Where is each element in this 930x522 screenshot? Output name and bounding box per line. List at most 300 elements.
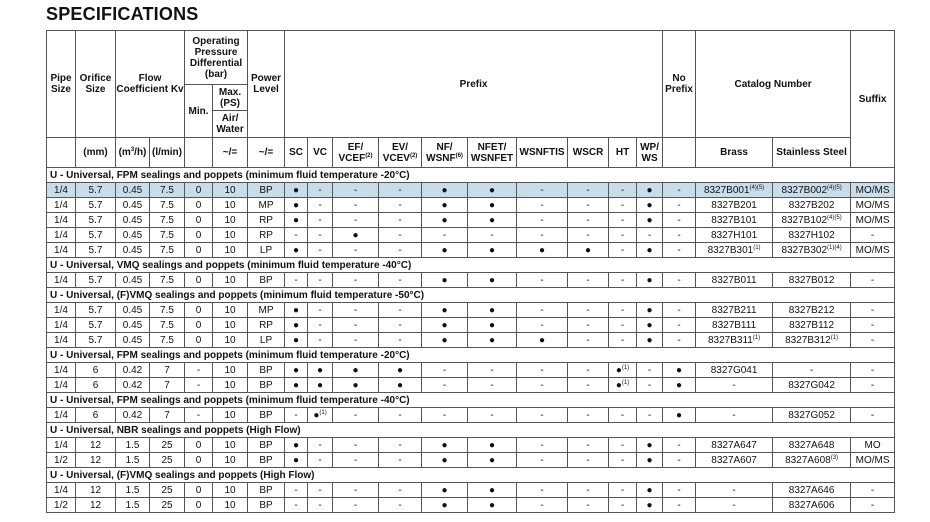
brass-catalog-cell: $8327B001^{(4)(5)}$: [696, 183, 773, 198]
prefix-mark-cell: -: [333, 198, 379, 213]
prefix-mark-cell: -: [517, 498, 568, 513]
no-prefix-cell: -: [663, 303, 696, 318]
prefix-mark-cell: -: [468, 228, 517, 243]
prefix-mark-cell: ●: [468, 453, 517, 468]
suffix-cell: MO/MS: [851, 213, 895, 228]
min-cell: 0: [185, 198, 213, 213]
prefix-mark-cell: -: [609, 318, 637, 333]
max-cell: 10: [213, 303, 248, 318]
prefix-mark-cell: -: [517, 408, 568, 423]
max-cell: 10: [213, 333, 248, 348]
pipe-size-cell: 1/2: [47, 498, 76, 513]
stainless-catalog-cell: 8327B202: [773, 198, 851, 213]
prefix-mark-cell: -: [308, 333, 333, 348]
kv-lmin-cell: 7: [150, 378, 185, 393]
col-brass: Brass: [696, 138, 773, 168]
prefix-mark-cell: -: [379, 498, 422, 513]
prefix-mark-cell: ●: [468, 273, 517, 288]
suffix-cell: MO/MS: [851, 243, 895, 258]
prefix-mark-cell: ●: [468, 183, 517, 198]
prefix-mark-cell: -: [637, 363, 663, 378]
prefix-mark-cell: -: [422, 408, 468, 423]
section-title: U - Universal, (F)VMQ sealings and poppets (minimum fluid temperature -50°C): [47, 288, 895, 303]
pipe-size-cell: 1/4: [47, 243, 76, 258]
unit-m3h: $(m^3/h)$: [116, 138, 150, 168]
prefix-mark-cell: ●: [333, 228, 379, 243]
orifice-cell: 12: [76, 453, 116, 468]
prefix-mark-cell: -: [333, 483, 379, 498]
min-cell: 0: [185, 213, 213, 228]
no-prefix-cell: ●: [663, 363, 696, 378]
no-prefix-cell: -: [663, 198, 696, 213]
kv-lmin-cell: 7.5: [150, 228, 185, 243]
min-cell: 0: [185, 498, 213, 513]
brass-catalog-cell: 8327B211: [696, 303, 773, 318]
prefix-mark-cell: ●: [637, 333, 663, 348]
brass-catalog-cell: 8327B111: [696, 318, 773, 333]
prefix-mark-cell: ●: [422, 243, 468, 258]
kv-m3h-cell: 0.45: [116, 228, 150, 243]
pipe-size-cell: 1/4: [47, 198, 76, 213]
prefix-mark-cell: -: [308, 483, 333, 498]
suffix-cell: -: [851, 333, 895, 348]
prefix-mark-cell: -: [379, 333, 422, 348]
kv-m3h-cell: 0.42: [116, 378, 150, 393]
kv-lmin-cell: 7.5: [150, 273, 185, 288]
prefix-head: EF/ VCEF$^{(2)}$: [333, 138, 379, 168]
power-level-cell: RP: [248, 213, 285, 228]
prefix-mark-cell: ●: [468, 483, 517, 498]
prefix-head: WP/ WS: [637, 138, 663, 168]
prefix-mark-cell: ●: [637, 273, 663, 288]
orifice-cell: 6: [76, 363, 116, 378]
col-min: Min.: [185, 85, 213, 138]
prefix-mark-cell: -: [568, 333, 609, 348]
prefix-mark-cell: -: [468, 378, 517, 393]
col-power-level: Power Level: [248, 31, 285, 138]
kv-lmin-cell: 7: [150, 408, 185, 423]
brass-catalog-cell: -: [696, 498, 773, 513]
prefix-mark-cell: ●: [422, 483, 468, 498]
prefix-head: VC: [308, 138, 333, 168]
no-prefix-cell: ●: [663, 408, 696, 423]
col-stainless-steel: Stainless Steel: [773, 138, 851, 168]
min-cell: 0: [185, 483, 213, 498]
prefix-mark-cell: ●: [422, 498, 468, 513]
prefix-head: HT: [609, 138, 637, 168]
min-cell: -: [185, 408, 213, 423]
prefix-mark-cell: -: [637, 228, 663, 243]
prefix-mark-cell: -: [333, 498, 379, 513]
unit-ac-power: ~/=: [248, 138, 285, 168]
prefix-mark-cell: ●: [422, 273, 468, 288]
no-prefix-cell: -: [663, 183, 696, 198]
prefix-mark-cell: -: [568, 438, 609, 453]
prefix-mark-cell: ●: [637, 318, 663, 333]
kv-lmin-cell: 7.5: [150, 198, 185, 213]
power-level-cell: BP: [248, 183, 285, 198]
prefix-mark-cell: -: [468, 363, 517, 378]
prefix-mark-cell: ●: [637, 198, 663, 213]
section-title: U - Universal, VMQ sealings and poppets (minimum fluid temperature -40°C): [47, 258, 895, 273]
prefix-mark-cell: ●: [285, 243, 308, 258]
no-prefix-cell: -: [663, 318, 696, 333]
prefix-mark-cell: -: [609, 243, 637, 258]
prefix-head: SC: [285, 138, 308, 168]
brass-catalog-cell: 8327B011: [696, 273, 773, 288]
prefix-mark-cell: -: [333, 213, 379, 228]
prefix-mark-cell: ●: [422, 438, 468, 453]
kv-m3h-cell: 1.5: [116, 483, 150, 498]
pipe-size-cell: 1/4: [47, 303, 76, 318]
suffix-cell: MO/MS: [851, 183, 895, 198]
prefix-mark-cell: -: [308, 198, 333, 213]
prefix-mark-cell: -: [609, 453, 637, 468]
col-air-water: Air/ Water: [213, 111, 248, 138]
prefix-mark-cell: ●: [285, 378, 308, 393]
prefix-mark-cell: -: [568, 453, 609, 468]
prefix-head: NF/ WSNF$^{(6)}$: [422, 138, 468, 168]
prefix-mark-cell: ●: [379, 363, 422, 378]
prefix-mark-cell: -: [379, 318, 422, 333]
table-row: [47, 183, 895, 198]
orifice-cell: 12: [76, 483, 116, 498]
stainless-catalog-cell: 8327A648: [773, 438, 851, 453]
prefix-mark-cell: ●: [422, 198, 468, 213]
prefix-mark-cell: -: [379, 408, 422, 423]
prefix-mark-cell: -: [609, 183, 637, 198]
power-level-cell: BP: [248, 438, 285, 453]
prefix-mark-cell: -: [308, 453, 333, 468]
power-level-cell: BP: [248, 273, 285, 288]
suffix-cell: -: [851, 483, 895, 498]
min-cell: 0: [185, 243, 213, 258]
brass-catalog-cell: 8327G041: [696, 363, 773, 378]
prefix-mark-cell: ●: [285, 198, 308, 213]
prefix-mark-cell: ●$^{(1)}$: [308, 408, 333, 423]
prefix-mark-cell: -: [609, 273, 637, 288]
suffix-cell: MO/MS: [851, 453, 895, 468]
power-level-cell: BP: [248, 408, 285, 423]
prefix-mark-cell: -: [379, 198, 422, 213]
prefix-mark-cell: -: [422, 363, 468, 378]
min-cell: 0: [185, 303, 213, 318]
prefix-mark-cell: -: [333, 243, 379, 258]
power-level-cell: BP: [248, 363, 285, 378]
prefix-mark-cell: ●: [285, 453, 308, 468]
stainless-catalog-cell: 8327A606: [773, 498, 851, 513]
no-prefix-cell: -: [663, 453, 696, 468]
prefix-mark-cell: -: [308, 438, 333, 453]
prefix-mark-cell: -: [568, 213, 609, 228]
prefix-mark-cell: -: [379, 183, 422, 198]
orifice-cell: 6: [76, 378, 116, 393]
prefix-mark-cell: -: [379, 483, 422, 498]
prefix-mark-cell: -: [422, 378, 468, 393]
prefix-mark-cell: -: [637, 378, 663, 393]
table-row: [47, 243, 895, 258]
brass-catalog-cell: -: [696, 378, 773, 393]
pipe-size-cell: 1/4: [47, 483, 76, 498]
prefix-mark-cell: -: [568, 228, 609, 243]
prefix-mark-cell: -: [517, 453, 568, 468]
no-prefix-cell: -: [663, 438, 696, 453]
power-level-cell: BP: [248, 483, 285, 498]
power-level-cell: MP: [248, 303, 285, 318]
prefix-mark-cell: -: [609, 303, 637, 318]
table-row: [47, 483, 895, 498]
prefix-mark-cell: ●: [285, 438, 308, 453]
section-header: [47, 423, 895, 438]
prefix-mark-cell: -: [333, 303, 379, 318]
specifications-table: [46, 30, 895, 513]
max-cell: 10: [213, 408, 248, 423]
prefix-mark-cell: ●: [422, 453, 468, 468]
col-no-prefix: No Prefix: [663, 31, 696, 138]
col-catalog-number: Catalog Number: [696, 31, 851, 138]
prefix-mark-cell: ●: [517, 333, 568, 348]
prefix-mark-cell: -: [609, 483, 637, 498]
kv-m3h-cell: 0.45: [116, 243, 150, 258]
unit-mm: (mm): [76, 138, 116, 168]
kv-lmin-cell: 7.5: [150, 243, 185, 258]
prefix-mark-cell: -: [333, 183, 379, 198]
orifice-cell: 5.7: [76, 303, 116, 318]
prefix-mark-cell: -: [568, 183, 609, 198]
no-prefix-cell: -: [663, 498, 696, 513]
max-cell: 10: [213, 273, 248, 288]
pipe-size-cell: 1/4: [47, 273, 76, 288]
prefix-mark-cell: ●: [637, 213, 663, 228]
prefix-mark-cell: -: [333, 273, 379, 288]
kv-m3h-cell: 1.5: [116, 453, 150, 468]
table-body: [47, 168, 895, 513]
kv-lmin-cell: 25: [150, 483, 185, 498]
prefix-mark-cell: ●: [468, 333, 517, 348]
prefix-mark-cell: ●: [468, 318, 517, 333]
prefix-head: WSCR: [568, 138, 609, 168]
prefix-mark-cell: ●: [308, 378, 333, 393]
orifice-cell: 5.7: [76, 198, 116, 213]
prefix-mark-cell: -: [517, 198, 568, 213]
kv-m3h-cell: 0.45: [116, 303, 150, 318]
prefix-mark-cell: -: [308, 498, 333, 513]
prefix-mark-cell: -: [568, 378, 609, 393]
prefix-mark-cell: ●: [468, 213, 517, 228]
min-cell: 0: [185, 438, 213, 453]
prefix-mark-cell: -: [568, 498, 609, 513]
prefix-mark-cell: ●: [285, 303, 308, 318]
table-row: [47, 378, 895, 393]
kv-m3h-cell: 0.42: [116, 363, 150, 378]
prefix-mark-cell: ●: [637, 243, 663, 258]
table-row: [47, 453, 895, 468]
prefix-mark-cell: -: [517, 483, 568, 498]
unit-min: [185, 138, 213, 168]
no-prefix-cell: -: [663, 273, 696, 288]
prefix-mark-cell: -: [517, 183, 568, 198]
stainless-catalog-cell: $8327B002^{(4)(5)}$: [773, 183, 851, 198]
max-cell: 10: [213, 498, 248, 513]
prefix-mark-cell: ●: [637, 303, 663, 318]
prefix-mark-cell: ●$^{(1)}$: [609, 363, 637, 378]
section-header: [47, 393, 895, 408]
table-row: [47, 318, 895, 333]
prefix-mark-cell: ●: [285, 318, 308, 333]
prefix-mark-cell: ●: [285, 183, 308, 198]
suffix-cell: -: [851, 303, 895, 318]
brass-catalog-cell: 8327H101: [696, 228, 773, 243]
stainless-catalog-cell: 8327G042: [773, 378, 851, 393]
pipe-size-cell: 1/4: [47, 438, 76, 453]
prefix-mark-cell: ●: [468, 303, 517, 318]
section-header: [47, 288, 895, 303]
max-cell: 10: [213, 438, 248, 453]
prefix-mark-cell: ●$^{(1)}$: [609, 378, 637, 393]
max-cell: 10: [213, 363, 248, 378]
section-header: [47, 168, 895, 183]
stainless-catalog-cell: 8327A608$^{(3)}$: [773, 453, 851, 468]
prefix-mark-cell: ●: [422, 333, 468, 348]
prefix-mark-cell: -: [379, 213, 422, 228]
prefix-mark-cell: -: [308, 273, 333, 288]
prefix-mark-cell: ●: [285, 333, 308, 348]
stainless-catalog-cell: 8327H102: [773, 228, 851, 243]
prefix-mark-cell: -: [379, 228, 422, 243]
prefix-mark-cell: ●: [468, 243, 517, 258]
max-cell: 10: [213, 228, 248, 243]
prefix-mark-cell: -: [333, 318, 379, 333]
prefix-mark-cell: ●: [379, 378, 422, 393]
orifice-cell: 5.7: [76, 318, 116, 333]
section-title: U - Universal, FPM sealings and poppets (minimum fluid temperature -40°C): [47, 393, 895, 408]
no-prefix-cell: -: [663, 333, 696, 348]
stainless-catalog-cell: 8327G052: [773, 408, 851, 423]
prefix-mark-cell: -: [285, 273, 308, 288]
prefix-mark-cell: ●: [333, 363, 379, 378]
suffix-cell: -: [851, 363, 895, 378]
no-prefix-cell: ●: [663, 378, 696, 393]
prefix-mark-cell: -: [308, 213, 333, 228]
prefix-mark-cell: -: [568, 318, 609, 333]
stainless-catalog-cell: 8327B012: [773, 273, 851, 288]
no-prefix-cell: -: [663, 213, 696, 228]
prefix-mark-cell: -: [422, 228, 468, 243]
kv-m3h-cell: 0.45: [116, 273, 150, 288]
brass-catalog-cell: 8327B311$^{(1)}$: [696, 333, 773, 348]
pipe-size-cell: 1/4: [47, 363, 76, 378]
unit-pipe: [47, 138, 76, 168]
section-header: [47, 468, 895, 483]
table-row: [47, 438, 895, 453]
prefix-mark-cell: -: [517, 303, 568, 318]
prefix-mark-cell: -: [609, 228, 637, 243]
max-cell: 10: [213, 453, 248, 468]
prefix-mark-cell: -: [568, 198, 609, 213]
prefix-mark-cell: -: [379, 273, 422, 288]
prefix-mark-cell: -: [308, 303, 333, 318]
power-level-cell: BP: [248, 378, 285, 393]
prefix-mark-cell: ●: [422, 318, 468, 333]
table-row: [47, 363, 895, 378]
suffix-cell: -: [851, 273, 895, 288]
prefix-mark-cell: ●: [637, 438, 663, 453]
prefix-mark-cell: -: [285, 408, 308, 423]
suffix-cell: -: [851, 228, 895, 243]
prefix-mark-cell: -: [637, 408, 663, 423]
kv-m3h-cell: 0.45: [116, 333, 150, 348]
pipe-size-cell: 1/4: [47, 378, 76, 393]
suffix-cell: -: [851, 498, 895, 513]
prefix-mark-cell: ●: [422, 303, 468, 318]
power-level-cell: BP: [248, 498, 285, 513]
table-row: [47, 228, 895, 243]
section-title: U - Universal, FPM sealings and poppets (minimum fluid temperature -20°C): [47, 348, 895, 363]
suffix-cell: MO/MS: [851, 198, 895, 213]
prefix-mark-cell: -: [609, 333, 637, 348]
kv-lmin-cell: 7.5: [150, 318, 185, 333]
prefix-mark-cell: ●: [285, 363, 308, 378]
min-cell: 0: [185, 318, 213, 333]
unit-lmin: (l/min): [150, 138, 185, 168]
orifice-cell: 5.7: [76, 333, 116, 348]
suffix-cell: -: [851, 318, 895, 333]
min-cell: 0: [185, 453, 213, 468]
max-cell: 10: [213, 198, 248, 213]
prefix-mark-cell: ●: [422, 213, 468, 228]
prefix-mark-cell: ●: [285, 213, 308, 228]
no-prefix-cell: -: [663, 228, 696, 243]
prefix-mark-cell: -: [379, 438, 422, 453]
prefix-mark-cell: -: [568, 408, 609, 423]
prefix-mark-cell: -: [517, 273, 568, 288]
max-cell: 10: [213, 318, 248, 333]
min-cell: 0: [185, 183, 213, 198]
kv-m3h-cell: 0.45: [116, 318, 150, 333]
table-row: [47, 303, 895, 318]
stainless-catalog-cell: $8327B102^{(4)(5)}$: [773, 213, 851, 228]
kv-lmin-cell: 7.5: [150, 333, 185, 348]
power-level-cell: RP: [248, 228, 285, 243]
pipe-size-cell: 1/4: [47, 213, 76, 228]
prefix-mark-cell: ●: [568, 243, 609, 258]
prefix-mark-cell: ●: [637, 453, 663, 468]
section-header: [47, 348, 895, 363]
power-level-cell: LP: [248, 243, 285, 258]
no-prefix-cell: -: [663, 483, 696, 498]
kv-m3h-cell: 0.45: [116, 183, 150, 198]
prefix-head: EV/ VCEV$^{(2)}$: [379, 138, 422, 168]
prefix-mark-cell: -: [609, 213, 637, 228]
kv-lmin-cell: 25: [150, 438, 185, 453]
prefix-mark-cell: -: [308, 318, 333, 333]
prefix-mark-cell: ●: [333, 378, 379, 393]
max-cell: 10: [213, 243, 248, 258]
brass-catalog-cell: 8327B101: [696, 213, 773, 228]
page-title: SPECIFICATIONS: [46, 4, 199, 24]
kv-m3h-cell: 1.5: [116, 498, 150, 513]
table-row: [47, 498, 895, 513]
prefix-mark-cell: ●: [468, 498, 517, 513]
unit-ac-max: ~/=: [213, 138, 248, 168]
prefix-mark-cell: -: [609, 408, 637, 423]
kv-m3h-cell: 0.45: [116, 198, 150, 213]
max-cell: 10: [213, 183, 248, 198]
prefix-mark-cell: ●: [468, 198, 517, 213]
prefix-mark-cell: -: [308, 243, 333, 258]
prefix-mark-cell: -: [285, 498, 308, 513]
prefix-mark-cell: -: [308, 183, 333, 198]
